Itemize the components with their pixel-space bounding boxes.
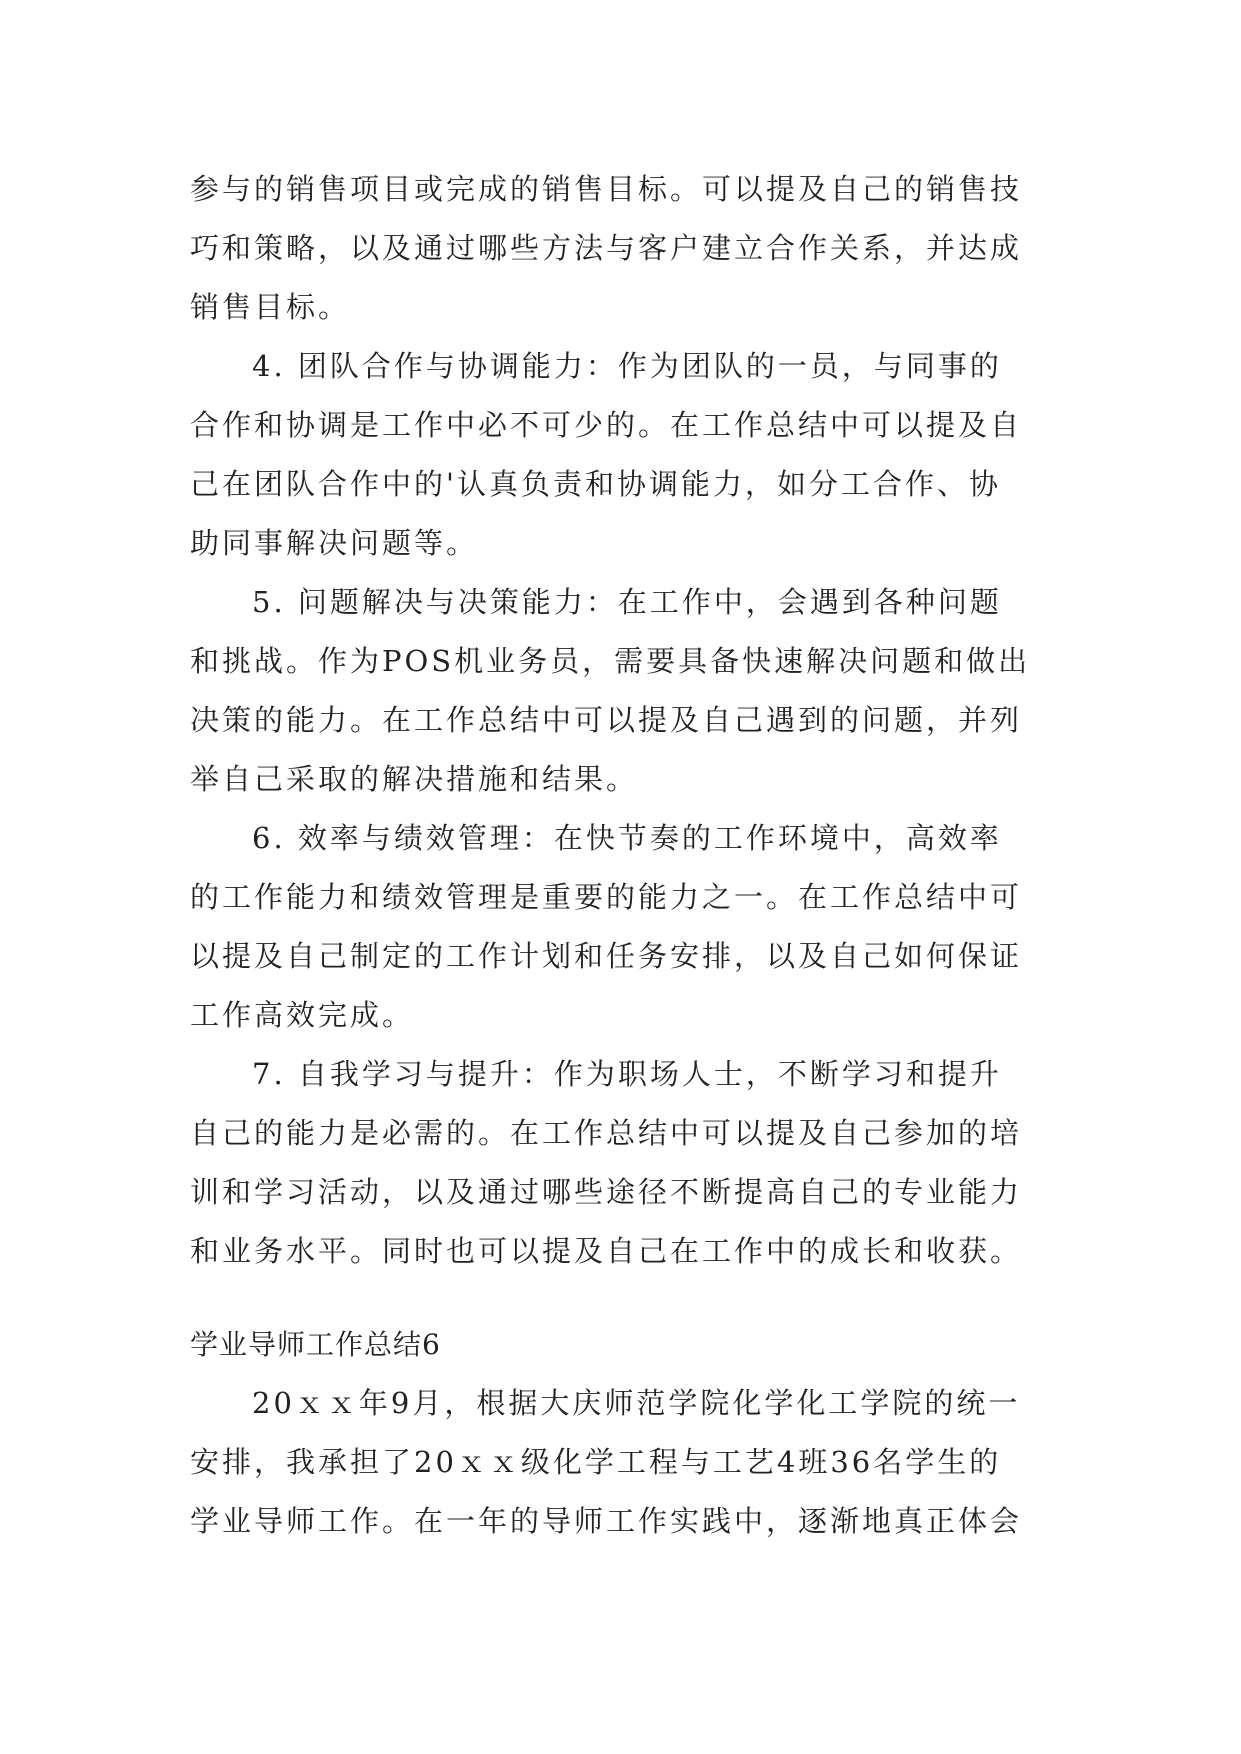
list-item-7-line: 7. 自我学习与提升：作为职场人士，不断学习和提升: [252, 1057, 1002, 1091]
list-item-6-line: 6. 效率与绩效管理：在快节奏的工作环境中，高效率: [252, 821, 1002, 855]
paragraph-line: 的工作能力和绩效管理是重要的能力之一。在工作总结中可: [190, 880, 1023, 914]
paragraph-line: 安排，我承担了20ｘｘ级化学工程与工艺4班36名学生的: [190, 1445, 1002, 1479]
paragraph-line: 举自己采取的解决措施和结果。: [190, 762, 639, 796]
list-item-5-line: 5. 问题解决与决策能力：在工作中，会遇到各种问题: [252, 585, 1002, 619]
paragraph-line: 巧和策略，以及通过哪些方法与客户建立合作关系，并达成: [190, 231, 1023, 265]
paragraph-line: 己在团队合作中的'认真负责和协调能力，如分工合作、协: [190, 467, 1001, 501]
list-item-4-line: 4. 团队合作与协调能力：作为团队的一员，与同事的: [252, 349, 1002, 383]
paragraph-line: 工作高效完成。: [190, 998, 415, 1032]
paragraph-line: 学业导师工作。在一年的导师工作实践中，逐渐地真正体会: [190, 1504, 1023, 1538]
paragraph-line: 以提及自己制定的工作计划和任务安排，以及自己如何保证: [190, 939, 1023, 973]
paragraph-line: 和业务水平。同时也可以提及自己在工作中的成长和收获。: [190, 1234, 1023, 1268]
paragraph-line: 助同事解决问题等。: [190, 526, 479, 560]
section-6: [190, 1315, 1060, 1551]
paragraph-line: 和挑战。作为POS机业务员，需要具备快速解决问题和做出: [190, 644, 1031, 678]
body-text: [190, 160, 1060, 1281]
paragraph-line: 自己的能力是必需的。在工作总结中可以提及自己参加的培: [190, 1116, 1023, 1150]
paragraph-line: 销售目标。: [190, 290, 351, 324]
paragraph-line: 合作和协调是工作中必不可少的。在工作总结中可以提及自: [190, 408, 1023, 442]
section-title: 学业导师工作总结6: [190, 1328, 441, 1361]
paragraph-line: 决策的能力。在工作总结中可以提及自己遇到的问题，并列: [190, 703, 1023, 737]
paragraph-line: 参与的销售项目或完成的销售目标。可以提及自己的销售技: [190, 172, 1023, 206]
paragraph-line: 训和学习活动，以及通过哪些途径不断提高自己的专业能力: [190, 1175, 1023, 1209]
paragraph-line: 20ｘｘ年9月，根据大庆师范学院化学化工学院的统一: [252, 1386, 1021, 1420]
